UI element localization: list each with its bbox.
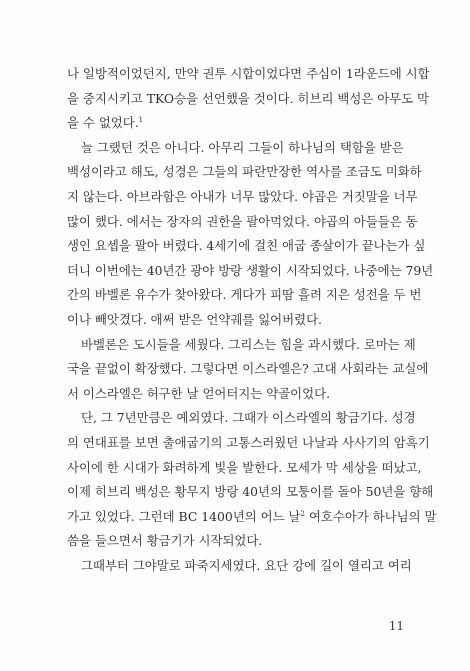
text-line-content: 가고 있었다. 그런데 BC 1400년의 어느 날: [67, 508, 301, 524]
text-line: 많이 했다. 에서는 장자의 권한을 팔아먹었다. 야곱의 아들들은 동: [67, 213, 418, 229]
text-line: 그때부터 그야말로 파죽지세였다. 요단 강에 길이 열리고 여리: [81, 557, 412, 573]
text-line-content: 여호수아가 하나님의 말: [305, 508, 437, 524]
text-line: 나 일방적이었던지, 만약 권투 시합이었다면 주심이 1라운드에 시합: [67, 66, 430, 81]
text-line: [67, 111, 403, 136]
text-line: 국을 끝없이 확장했다. 그렇다면 이스라엘은? 고대 사회라는 교실에: [67, 361, 429, 377]
text-line: 이제 히브리 백성은 황무지 방랑 40년의 모퉁이를 돌아 50년을 향해: [67, 484, 434, 500]
body-text: [67, 62, 437, 578]
text-line: 을 중지시키고 TKO승을 선언했을 것이다. 히브리 백성은 아무도 막: [67, 90, 430, 106]
text-line: 씀을 들으면서 황금기가 시작되었다.: [67, 533, 263, 549]
text-line: 간의 바벨론 유수가 찾아왔다. 게다가 피땀 흘려 지은 성전을 두 번: [67, 287, 422, 303]
text-line: 더니 이번에는 40년간 광야 방랑 생활이 시작되었다. 나중에는 79년: [67, 262, 434, 278]
text-line: 사이에 한 시대가 화려하게 빛을 발한다. 모세가 막 세상을 떠났고,: [67, 459, 422, 475]
text-line: 늘 그랬던 것은 아니다. 아무리 그들이 하나님의 택함을 받은: [81, 139, 404, 155]
text-line: 생인 요셉을 팔아 버렸다. 4세기에 걸친 애굽 종살이가 끝나는가 싶: [67, 238, 426, 254]
text-line: 백성이라고 해도, 성경은 그들의 파란만장한 역사를 조금도 미화하: [67, 164, 422, 180]
text-line-content: 을 수 없었다.: [67, 115, 139, 131]
text-line: 이나 빼앗겼다. 애써 받은 언약궤를 잃어버렸다.: [67, 311, 322, 327]
text-line: 단, 그 7년만큼은 예외였다. 그때가 이스라엘의 황금기다. 성경: [81, 410, 416, 426]
page-number: 11: [388, 619, 404, 633]
text-line: 의 연대표를 보면 출애굽기의 고통스러웠던 나날과 사사기의 암흑기: [67, 434, 430, 450]
text-line: 지 않는다. 아브라함은 아내가 너무 많았다. 야곱은 거짓말을 너무: [67, 188, 418, 204]
text-line: [67, 505, 437, 530]
footnote-marker: 1: [138, 116, 144, 125]
footnote-marker: 2: [300, 509, 305, 518]
text-line: 서 이스라엘은 허구한 날 얻어터지는 약골이었다.: [67, 385, 331, 401]
text-line: 바벨론은 도시들을 세웠다. 그리스는 힘을 과시했다. 로마는 제: [81, 336, 416, 352]
